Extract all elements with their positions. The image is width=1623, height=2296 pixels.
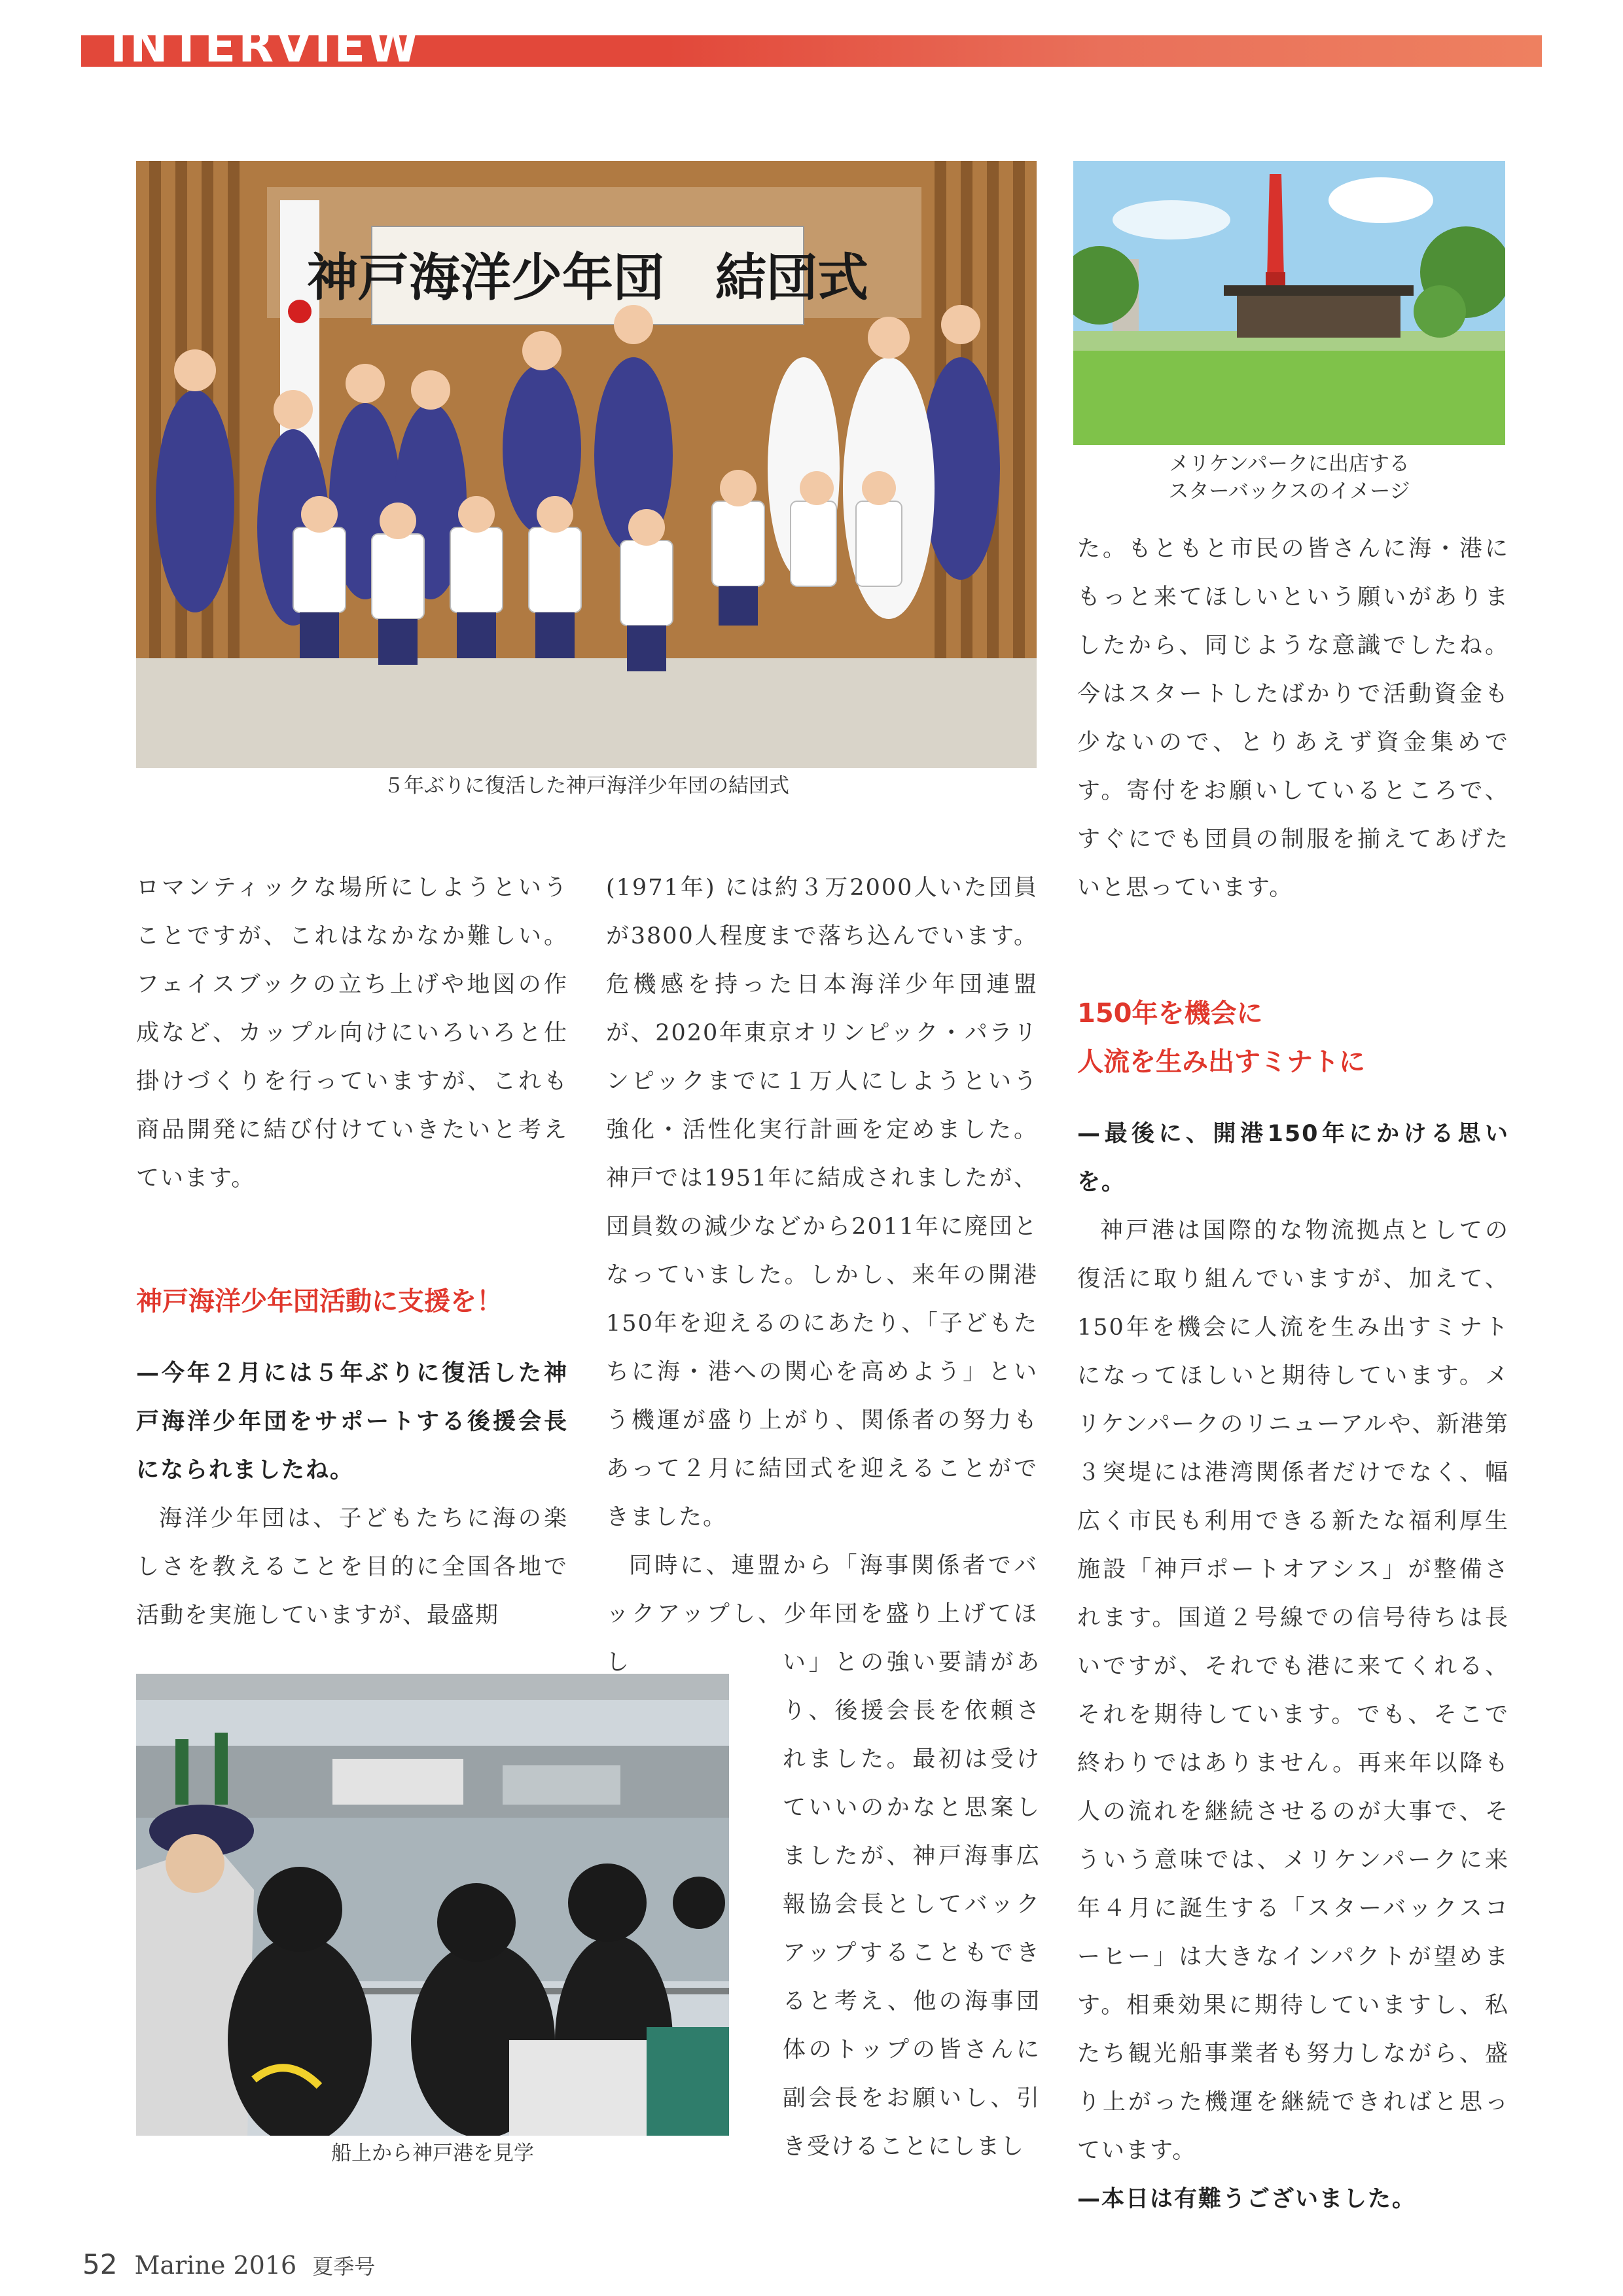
- ceremony-photo: [136, 161, 1037, 768]
- starbucks-image-caption: メリケンパークに出店する スターバックスのイメージ: [1168, 452, 1410, 503]
- column-1: [136, 864, 568, 1203]
- boat-photo-caption: 船上から神戸港を見学: [331, 2142, 534, 2165]
- column-3-paragraph-1: た。もともと市民の皆さんに海・港にもっと来てほしいという願いがありましたから、同じような意識でしたね。今はスタートしたばかりで活動資金も少ないので、とりあえず資金集めです。寄付をお願いしているところで、すぐにでも団員の制服を揃えてあげたいと思っています。: [1077, 536, 1509, 901]
- harbor-heading-line-2: 人流を生み出すミナトに: [1077, 1047, 1365, 1077]
- column-3-lower: [1077, 1110, 1509, 2223]
- column-2: [606, 864, 1038, 1687]
- column-1-paragraph-2: 海洋少年団は、子どもたちに海の楽しさを教えることを目的に全国各地で活動を実施していますが、最盛期: [136, 1506, 568, 1629]
- boat-photo: [136, 1674, 729, 2136]
- harbor-heading-line-1: 150年を機会に: [1077, 998, 1263, 1029]
- section-label: INTERVIEW: [110, 19, 421, 73]
- column-3: [1077, 525, 1509, 912]
- column-2-paragraph-3: い」との強い要請があり、後援会長を依頼されました。最初は受けていいのかなと思案しましたが、神戸海事広報協会長としてバックアップすることもできると考え、他の海事団体のトップの皆さんに副会長をお願いし、引き受けることにしまし: [783, 1650, 1041, 2160]
- column-2-paragraph-1: (1971年) には約３万2000人いた団員が3800人程度まで落ち込んでいます。危機感を持った日本海洋少年団連盟が、2020年東京オリンピック・パラリンピックまでに１万人にしようという強化・活性化実行計画を定めました。神戸では1951年に結成されましたが、団員数の減少などから2011年に廃団となっていました。しかし、来年の開港150年を迎えるのにあたり、「子どもたちに海・港への関心を高めよう」という機運が盛り上がり、関係者の努力もあって２月に結団式を迎えることができました。: [606, 875, 1038, 1530]
- page-number: 52: [82, 2248, 118, 2280]
- starbucks-image: [1073, 161, 1505, 445]
- page-footer: [82, 2248, 375, 2280]
- column-3-paragraph-2: 神戸港は国際的な物流拠点としての復活に取り組んでいますが、加えて、150年を機会に人流を生み出すミナトになってほしいと期待しています。メリケンパークのリニューアルや、新港第３突堤には港湾関係者だけでなく、幅広く市民も利用できる新たな福利厚生施設「神戸ポートオアシス」が整備されます。国道２号線での信号待ちは長いですが、それでも港に来てくれる、それを期待しています。でも、そこで終わりではありません。再来年以降も人の流れを継続させるのが大事で、そういう意味では、メリケンパークに来年４月に誕生する「スターバックスコーヒー」は大きなインパクトが望めます。相乗効果に期待していますし、私たち観光船事業者も努力しながら、盛り上がった機運を継続できればと思っています。: [1077, 1218, 1509, 2164]
- column-2-paragraph-2: 同時に、連盟から「海事関係者でバックアップし、少年団を盛り上げてほし: [606, 1553, 1038, 1676]
- ceremony-photo-caption: ５年ぶりに復活した神戸海洋少年団の結団式: [383, 774, 789, 798]
- interview-question-2: —最後に、開港150年にかける思いを。: [1077, 1121, 1509, 1195]
- column-1-lower: [136, 1349, 568, 1640]
- column-2-narrow: [783, 1638, 1041, 2171]
- harbor-heading: [1077, 989, 1509, 1086]
- ceremony-banner-text: 神戸海洋少年団 結団式: [306, 249, 869, 308]
- column-1-paragraph: ロマンティックな場所にしようということですが、これはなかなか難しい。フェイスブックの立ち上げや地図の作成など、カップル向けにいろいろと仕掛けづくりを行っていますが、これも商品開発に結び付けていきたいと考えています。: [136, 875, 568, 1192]
- interview-question-1: —今年２月には５年ぶりに復活した神戸海洋少年団をサポートする後援会長になられましたね。: [136, 1360, 568, 1483]
- closing-line: —本日は有難うございました。: [1077, 2186, 1417, 2212]
- support-heading: 神戸海洋少年団活動に支援を！: [136, 1286, 503, 1316]
- magazine-name: Marine 2016: [134, 2251, 297, 2280]
- issue-name: 夏季号: [312, 2254, 376, 2279]
